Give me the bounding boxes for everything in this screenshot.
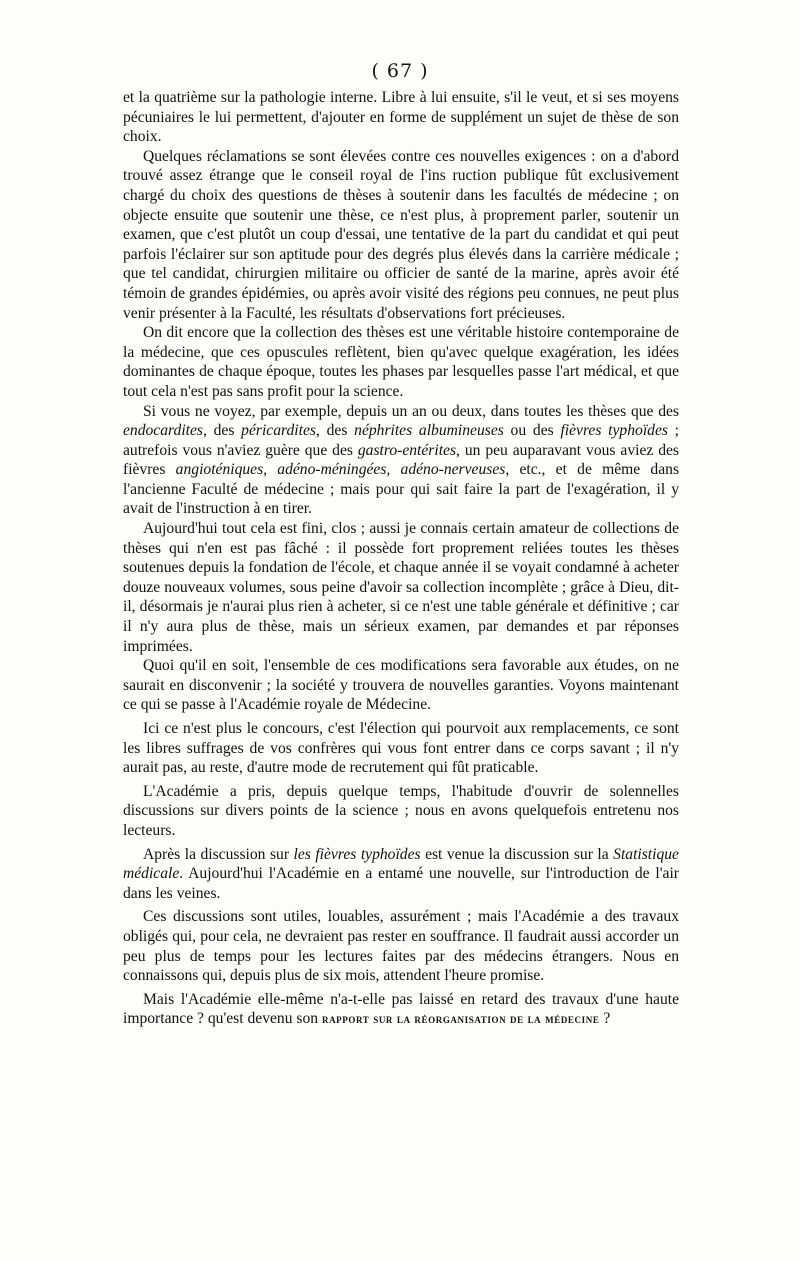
paragraph: [123, 323, 679, 401]
text-run: Quoi qu'il en soit, l'ensemble de ces modifications sera favorable aux études, on ne saurait en disconvenir ; la société y trouvera de nouvelles garanties. Voyons maintenant ce qui se passe à l'Académie royale de Médecine.: [123, 657, 679, 714]
smallcaps-text: rapport sur la réorganisation de la médecine: [321, 1011, 600, 1027]
text-run: Mais l'Académie elle-même n'a-t-elle pas laissé en retard des travaux d'une haute importance ? qu'est devenu son: [123, 990, 679, 1028]
text-run: , des: [315, 422, 355, 440]
italic-text: Statistique médicale: [123, 845, 679, 883]
paragraph: [123, 719, 679, 778]
paragraph: [123, 656, 679, 715]
text-run: Aujourd'hui tout cela est fini, clos ; aussi je connais certain amateur de collections de thèses qui n'en est pas fâché : il possède fort proprement reliées toutes les thèses soutenues depuis la fondation de l'école, et chaque année il se voyait condamné à acheter douze nouveaux volumes, sous peine d'avoir sa collection incomplète ; grâce à Dieu, dit-il, désormais je n'aurai plus rien à acheter, si ce n'est une table générale et définitive ; car il n'y aura plus de thèse, mais un sérieux examen, par demandes et par réponses imprimées.: [123, 520, 679, 655]
italic-text: péricardites: [241, 422, 316, 440]
text-run: On dit encore que la collection des thèses est une véritable histoire contemporaine de la médecine, que ces opuscules reflètent, bien qu'avec quelque exagération, les idées dominantes de chaque époque, toutes les phases par lesquelles passe l'art médical, et que tout cela n'est pas sans profit pour la science.: [123, 324, 679, 400]
paragraph: [123, 519, 679, 656]
text-run: . Aujourd'hui l'Académie en a entamé une nouvelle, sur l'introduction de l'air dans les veines.: [123, 865, 679, 902]
paragraph: [123, 88, 679, 147]
italic-text: fièvres typhoïdes: [560, 422, 668, 440]
text-run: , des: [202, 422, 242, 440]
italic-text: les fièvres typhoïdes: [293, 845, 421, 863]
text-run: Ici ce n'est plus le concours, c'est l'élection qui pourvoit aux remplacements, ce sont les libres suffrages de vos confrères qui vous font entrer dans ce corps savant ; il n'y aurait pas, au reste, d'autre mode de recrutement qui fût praticable.: [123, 720, 679, 777]
text-run: Quelques réclamations se sont élevées contre ces nouvelles exigences : on a d'abord trouvé assez étrange que le conseil royal de l'ins ruction publique fût exclusivement chargé du choix des questions de thèses à soutenir dans les facultés de médecine ; on objecte ensuite que soutenir une thèse, ce n'est plus, à proprement parler, soutenir un examen, que c'est plutôt un coup d'essai, une tentative de la part du candidat et qui peut parfois l'éclairer sur son aptitude pour des degrés plus élevés dans la carrière médicale ; que tel candidat, chirurgien militaire ou officier de santé de la marine, après avoir été témoin de grandes épidémies, ou après avoir visité des régions peu connues, ne peut plus venir présenter à la Faculté, les résultats d'observations fort précieuses.: [123, 147, 679, 322]
text-run: L'Académie a pris, depuis quelque temps, l'habitude d'ouvrir de solennelles discussions sur divers points de la science ; nous en avons quelquefois entretenu nos lecteurs.: [123, 782, 679, 839]
paragraph: [123, 147, 679, 323]
paragraph: [123, 907, 679, 985]
italic-text: endocardites: [123, 422, 203, 440]
body-text: [123, 88, 679, 1029]
text-run: Si vous ne voyez, par exemple, depuis un an ou deux, dans toutes les thèses que des: [143, 402, 679, 420]
text-run: ou des: [503, 422, 561, 440]
paragraph: [123, 402, 679, 520]
page-number: ( 67 ): [371, 60, 429, 82]
text-run: , etc., et de même dans l'ancienne Faculté de médecine ; mais pour qui sait faire la part de l'exagération, il y avait de l'instruction à en tirer.: [123, 461, 680, 518]
italic-text: gastro-entérites: [357, 441, 457, 459]
paragraph: [123, 990, 679, 1029]
text-run: Après la discussion sur: [143, 845, 294, 863]
italic-text: angioténiques, adéno-méningées, adéno-nerveuses: [175, 461, 506, 479]
text-run: ; autrefois vous n'aviez guère que des: [123, 422, 680, 459]
text-run: et la quatrième sur la pathologie interne. Libre à lui ensuite, s'il le veut, et si ses moyens pécuniaires le lui permettent, d'ajouter en forme de supplément un sujet de thèse de son choix.: [123, 89, 679, 146]
text-run: est venue la discussion sur la: [420, 845, 614, 863]
text-run: Ces discussions sont utiles, louables, assurément ; mais l'Académie a des travaux obligés qui, pour cela, ne devraient pas rester en souffrance. Il faudrait aussi accorder un peu plus de temps pour les lectures faites par des médecins étrangers. Nous en connaissons qui, depuis plus de six mois, attendent l'heure promise.: [123, 908, 679, 985]
paragraph: [123, 782, 679, 841]
paragraph: [123, 845, 679, 904]
text-run: ?: [599, 1010, 611, 1028]
italic-text: néphrites albumineuses: [354, 422, 504, 440]
text-run: , un peu auparavant vous aviez des fièvres: [123, 441, 679, 479]
